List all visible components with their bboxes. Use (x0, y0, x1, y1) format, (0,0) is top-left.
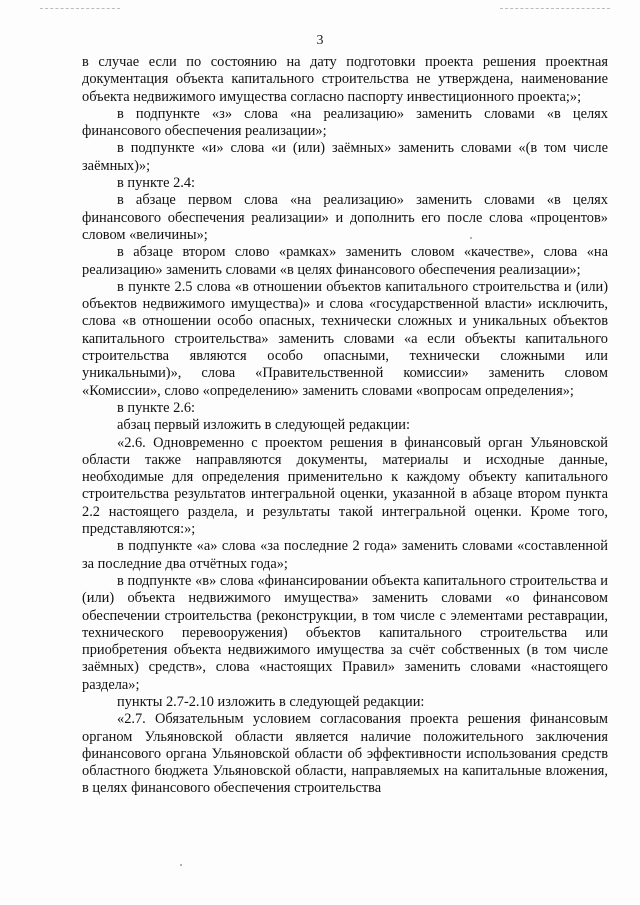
paragraph: в пункте 2.6: (117, 399, 196, 416)
paragraph: в абзаце первом слова «на реализацию» заменить словами «в целях финансового обеспечения реализации» и дополнить его после слова «процентов» словом «величины»; (82, 192, 608, 243)
paragraph: абзац первый изложить в следующей редакции: (117, 417, 411, 434)
paragraph: в подпункте «з» слова «на реализацию» заменить словами «в целях финансового обеспечения реализации»; (82, 105, 608, 140)
paragraph: в случае если по состоянию на дату подготовки проекта решения проектная документация объекта капитального строительства не утверждена, наименование объекта недвижимого имущества согласно паспорту инвестиционного проекта;»; (82, 54, 608, 105)
scan-edge-mark (40, 8, 120, 10)
paragraph: в подпункте «а» слова «за последние 2 года» заменить словами «составленной за последние два отчётных года»; (82, 538, 608, 572)
paragraph: пункты 2.7-2.10 изложить в следующей редакции: (117, 693, 425, 710)
scan-edge-mark (500, 8, 610, 10)
paragraph: в абзаце втором слово «рамках» заменить словом «качестве», слова «на реализацию» заменить словами «в целях финансового обеспечения реализации»; (82, 244, 608, 278)
paragraph: в подпункте «и» слова «и (или) заёмных» заменить словами «(в том числе заёмных)»; (82, 140, 608, 174)
paragraph: «2.6. Одновременно с проектом решения в финансовый орган Ульяновской области также направляются документы, материалы и исходные данные, необходимые для определения применительно к каждому объекту капитального строительства результатов интегральной оценки, указанной в абзаце втором пункта 2.2 настоящего раздела, и результаты такой интегральной оценки. Кроме того, представляются:»; (82, 434, 608, 538)
document-body (82, 54, 608, 798)
paragraph: в подпункте «в» слова «финансировании объекта капитального строительства и (или) объекта недвижимого имущества» заменить словами «о финансовом обеспечении строительства (реконструкции, в том числе с элементами реставрации, технического перевооружения) объектов капитального строительства или приобретения объекта недвижимого имущества за счёт собственных (в том числе заёмных) средств», слова «настоящих Правил» заменить словами «настоящего раздела»; (82, 572, 608, 693)
paragraph: в пункте 2.5 слова «в отношении объектов капитального строительства и (или) объектов недвижимого имущества)» и слова «государственной власти» исключить, слова «в отношении особо опасных, технически сложных и уникальных объектов капитального строительства» заменить словами «а если объекты капитального строительства являются особо опасными, технически сложными или уникальными)», слова «Правительственной комиссии» заменить словом «Комиссии», слово «определению» заменить словами «вопросам определения»; (82, 278, 608, 399)
scan-speck (180, 864, 182, 866)
paragraph: в пункте 2.4: (117, 175, 196, 192)
page-number: 3 (316, 33, 324, 48)
paragraph: «2.7. Обязательным условием согласования проекта решения финансовым органом Ульяновской области является наличие положительного заключения финансового органа Ульяновской области об эффективности использования средств областного бюджета Ульяновской области, направляемых на капитальные вложения, в целях финансового обеспечения строительства (82, 711, 608, 797)
scan-speck (470, 237, 472, 239)
